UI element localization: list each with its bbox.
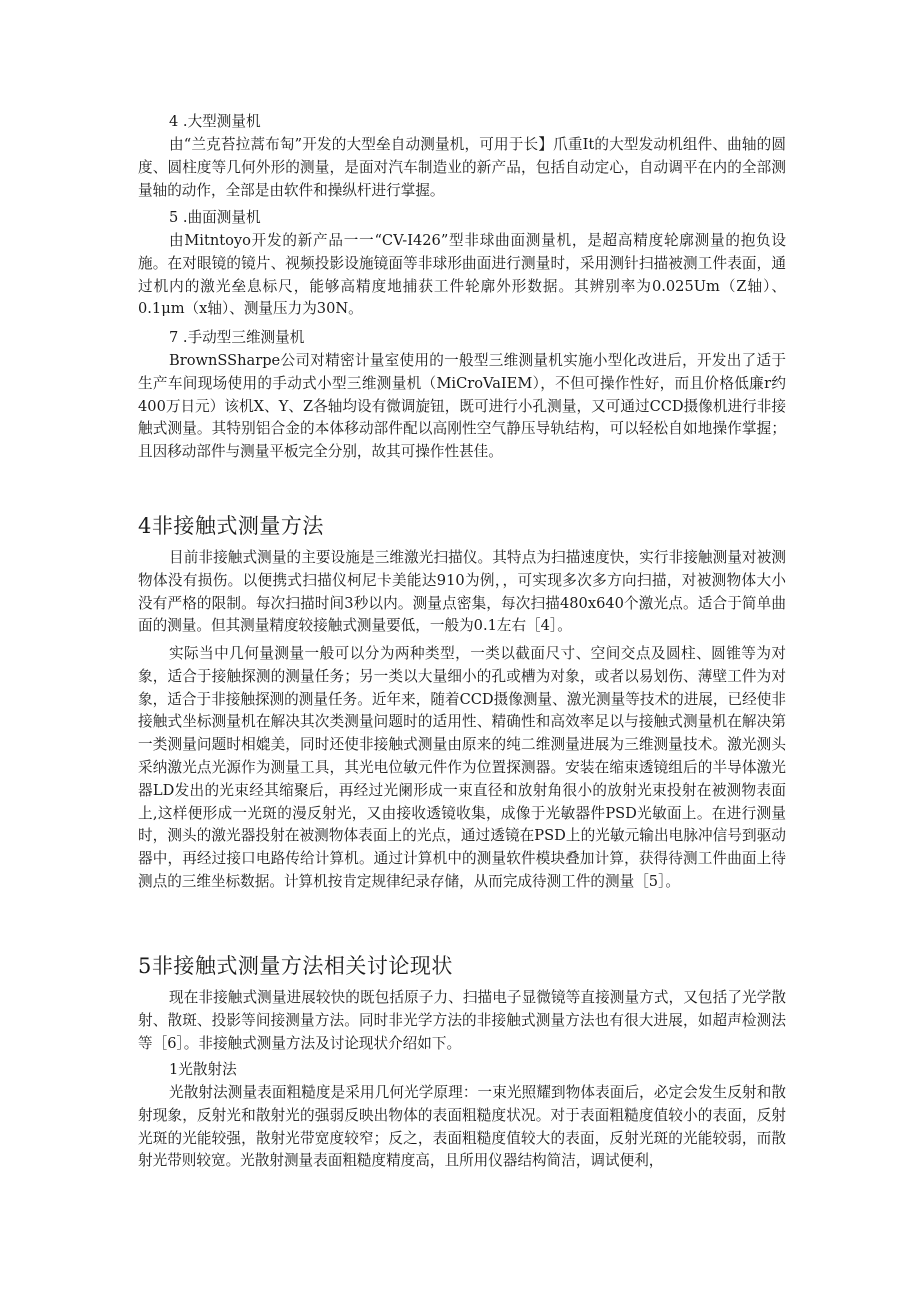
item-4-paragraph: 由“兰克苔拉蒿布匋”开发的大型垒自动测量机，可用于长】爪重It的大型发动机组件、曲轴的圆度、圆柱度等几何外形的测量，是面对汽车制造业的新产品，包括自动定心，自动调平在内的全部测量轴的动作，全部是由软件和操纵杆进行掌握。 (138, 136, 786, 199)
section-5-subheading-1: 1光散射法 (169, 1061, 237, 1078)
section-4-paragraph-1: 目前非接触式测量的主要设施是三维激光扫描仪。其特点为扫描速度快，实行非接触测量对被测物体没有损伤。以便携式扫描仪柯尼卡美能达910为例，，可实现多次多方向扫描，对被测物体大小没有严格的限制。每次扫描时间3秒以内。测量点密集，每次扫描480x640个激光点。适合于简单曲面的测量。但其测量精度较接触式测量要低，一般为0.1左右［4］。 (138, 549, 786, 635)
item-7-heading: 7 .手动型三维测量机 (169, 329, 305, 346)
item-7-paragraph: BrownSSharpe公司对精密计量室使用的一般型三维测量机实施小型化改进后，开发出了适于生产车间现场使用的手动式小型三维测量机（MiCroVaIEM），不但可操作性好，而且价格低廉r约400万日元）该机X、Y、Z各轴均设有微调旋钮，既可进行小孔测量，又可通过CCD摄像机进行非接触式测量。其特别铝合金的本体移动部件配以高刚性空气静压导轨结构，可以轻松自如地操作掌握；且因移动部件与测量平板完全分别，故其可操作性甚佳。 (138, 352, 786, 461)
section-5-paragraph-2: 光散射法测量表面粗糙度是采用几何光学原理：一束光照耀到物体表面后，必定会发生反射和散射现象，反射光和散射光的强弱反映出物体的表面粗糙度状况。对于表面粗糙度值较小的表面，反射光斑的光能较强，散射光带宽度较窄；反之，表面粗糙度值较大的表面，反射光斑的光能较弱，而散射光带则较宽。光散射测量表面粗糙度精度高，且所用仪器结构简洁，调试便利， (138, 1084, 786, 1170)
section-5-paragraph-1: 现在非接触式测量进展较快的既包括原子力、扫描电子显微镜等直接测量方式，又包括了光学散射、散斑、投影等间接测量方法。同时非光学方法的非接触式测量方法也有很大进展，如超声检测法等［6］。非接触式测量方法及讨论现状介绍如下。 (138, 989, 786, 1052)
section-4-paragraph-2: 实际当中几何量测量一般可以分为两种类型，一类以截面尺寸、空间交点及圆柱、圆锥等为对象，适合于接触探测的测量任务；另一类以大量细小的孔或槽为对象，或者以易划伤、薄壁工件为对象，适合于非接触探测的测量任务。近年来，随着CCD摄像测量、激光测量等技术的进展，已经使非接触式坐标测量机在解决其次类测量问题时的适用性、精确性和高效率足以与接触式测量机在解决第一类测量问题时相媲美，同时还使非接触式测量由原来的纯二维测量进展为三维测量技术。激光测头采纳激光点光源作为测量工具，其光电位敏元件作为位置探测器。安装在缩束透镜组后的半导体激光器LD发出的光束经其缩聚后，再经过光阑形成一束直径和放射角很小的放射光束投射在被测物表面上,这样便形成一光斑的漫反射光，又由接收透镜收集，成像于光敏器件PSD光敏面上。在进行测量时，测头的激光器投射在被测物体表面上的光点，通过透镜在PSD上的光敏元输出电脉冲信号到驱动器中，再经过接口电路传给计算机。通过计算机中的测量软件模块叠加计算，获得待测工件曲面上待测点的三维坐标数据。计算机按肯定规律纪录存储，从而完成待测工件的测量［5］。 (138, 645, 786, 890)
section-4-title: 4非接触式测量方法 (138, 514, 324, 538)
item-5-heading: 5 .曲面测量机 (169, 209, 261, 226)
item-5-paragraph: 由Mitntoyo开发的新产品一一“CV-I426”型非球曲面测量机，是超高精度轮廓测量的抱负设施。在对眼镜的镜片、视频投影设施镜面等非球形曲面进行测量时，采用测针扫描被测工件表面，通过机内的激光垒息标尺，能够高精度地捕获工件轮廓外形数据。其辨别率为0.025Um（Z轴）、0.1μm（x轴）、测量压力为30N。 (138, 232, 786, 318)
section-5-title: 5非接触式测量方法相关讨论现状 (138, 954, 453, 978)
item-4-heading: 4 .大型测量机 (169, 113, 261, 130)
